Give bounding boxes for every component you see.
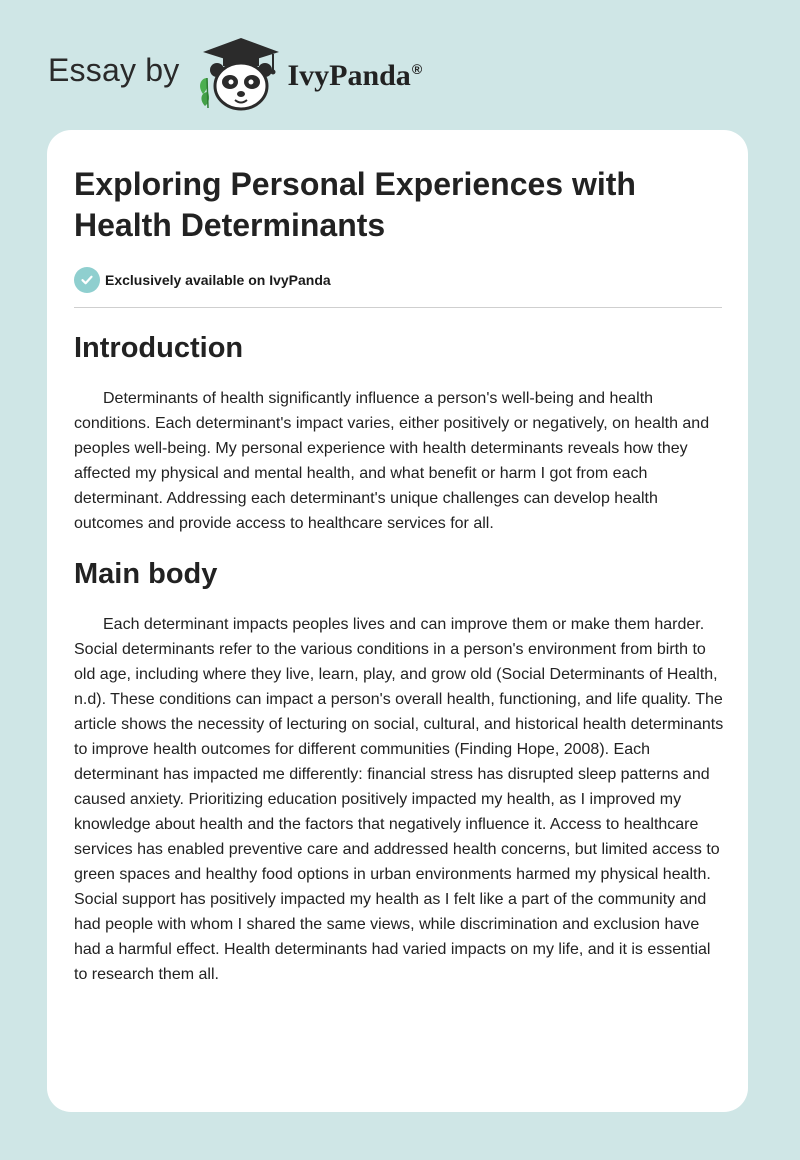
ivypanda-logo-icon[interactable] [195,34,283,114]
title-divider [74,307,722,308]
registered-mark: ® [411,61,423,77]
essay-card [47,130,748,1112]
exclusive-label: Exclusively available on IvyPanda [105,272,331,288]
panda-head-icon [210,63,272,109]
brand-name [287,59,422,93]
section-paragraph-introduction: Determinants of health significantly influence a person's well-being and health conditions. Each determinant's impact varies, either positively or negatively, on health and peoples well-being. My personal experience with health determinants reveals how they affected my physical and mental health, and what benefit or harm I got from each determinant. Addressing each determinant's unique challenges can develop health outcomes and provide access to healthcare services for all. [74,390,710,532]
essay-title: Exploring Personal Experiences with Health Determinants [74,166,636,243]
exclusive-badge-row [74,267,722,293]
site-header [48,34,422,114]
check-icon [74,267,100,293]
section-paragraph-main-body: Each determinant impacts peoples lives and can improve them or make them harder. Social determinants refer to the various conditions in a person's environment from birth to old age, including where they live, learn, play, and grow old (Social Determinants of Health, n.d). These conditions can impact a person's overall health, functioning, and life quality. The article shows the necessity of lecturing on social, cultural, and historical health determinants to improve health outcomes for different communities (Finding Hope, 2008). Each determinant has impacted me differently: financial stress has disrupted sleep patterns and caused anxiety. Prioritizing education positively impacted my health, as I improved my knowledge about health and the factors that negatively influence it. Access to healthcare services has enabled preventive care and addressed health concerns, but limited access to green spaces and healthy food options in urban environments harmed my physical health. Social support has positively impacted my health as I felt like a part of the community and had people with whom I shared the same views, while discrimination and exclusion have had a harmful effect. Health determinants had varied impacts on my life, and it is essential to research them all. [74,616,724,983]
section-heading-main-body: Main body [74,558,218,590]
essay-by-label: Essay by [48,51,180,88]
ivy-leaf-icon [200,78,209,108]
section-heading-introduction: Introduction [74,332,244,364]
brand-name-text: IvyPanda [287,59,411,92]
